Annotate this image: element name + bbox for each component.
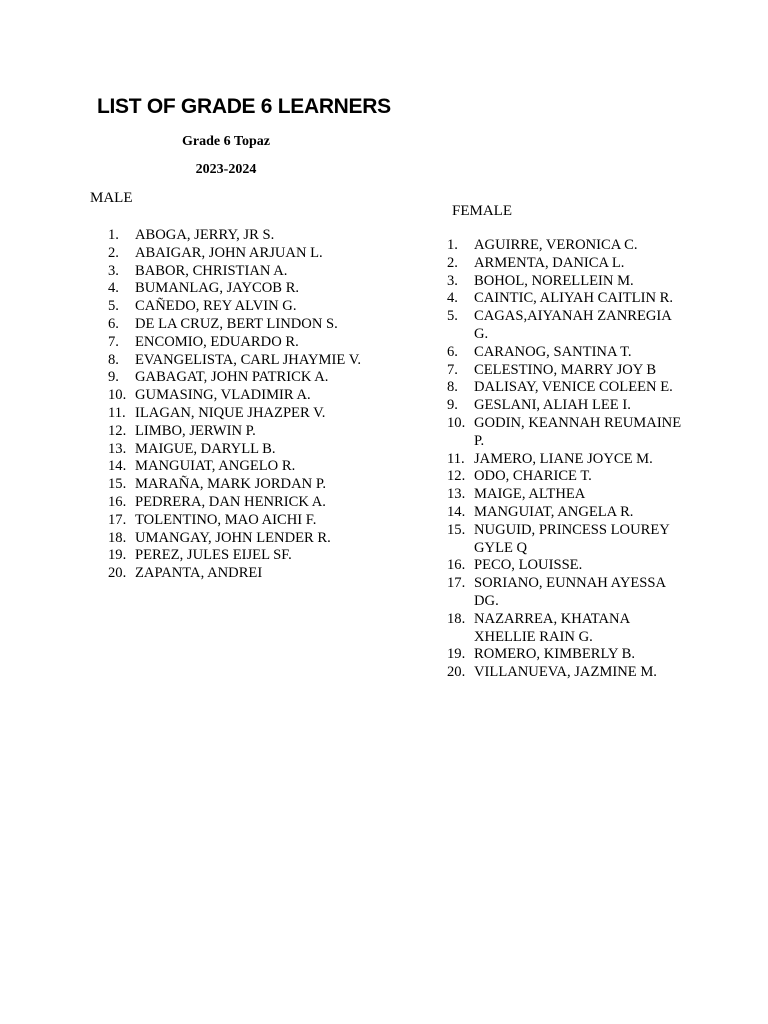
item-number: 2. <box>108 244 119 261</box>
list-item <box>447 415 685 451</box>
male-learner-list <box>108 227 370 583</box>
item-number: 10. <box>108 387 127 404</box>
learner-name: BABOR, CHRISTIAN A. <box>135 262 288 279</box>
list-item <box>447 468 685 486</box>
list-item <box>108 423 370 441</box>
item-number: 17. <box>108 511 127 528</box>
item-number: 6. <box>447 343 458 360</box>
item-number: 8. <box>447 379 458 396</box>
list-item <box>108 530 370 548</box>
learner-name: LIMBO, JERWIN P. <box>135 422 256 439</box>
learner-name: MANGUIAT, ANGELA R. <box>474 503 634 520</box>
item-number: 13. <box>447 486 466 503</box>
list-item <box>108 369 370 387</box>
learner-name: ZAPANTA, ANDREI <box>135 565 263 582</box>
item-number: 1. <box>108 227 119 243</box>
learner-name: CAÑEDO, REY ALVIN G. <box>135 298 297 315</box>
list-item <box>447 646 685 664</box>
list-item <box>108 316 370 334</box>
learner-name: ENCOMIO, EDUARDO R. <box>135 333 299 350</box>
learner-name: MAIGUE, DARYLL B. <box>135 440 276 457</box>
item-number: 8. <box>108 351 119 368</box>
item-number: 9. <box>108 369 119 386</box>
learner-name: MARAÑA, MARK JORDAN P. <box>135 476 326 493</box>
list-item <box>108 512 370 530</box>
section-name: Grade 6 Topaz <box>182 134 270 149</box>
learner-name: TOLENTINO, MAO AICHI F. <box>135 511 317 528</box>
list-item <box>447 451 685 469</box>
item-number: 18. <box>108 529 127 546</box>
learner-name: AGUIRRE, VERONICA C. <box>474 237 638 253</box>
learner-name: GABAGAT, JOHN PATRICK A. <box>135 369 329 386</box>
learner-name: CAINTIC, ALIYAH CAITLIN R. <box>474 290 674 307</box>
learner-name: ODO, CHARICE T. <box>474 468 592 485</box>
item-number: 18. <box>447 610 466 627</box>
item-number: 7. <box>108 333 119 350</box>
item-number: 9. <box>447 397 458 414</box>
item-number: 5. <box>108 298 119 315</box>
list-item <box>447 486 685 504</box>
learner-name: UMANGAY, JOHN LENDER R. <box>135 529 331 546</box>
learner-name: PEREZ, JULES EIJEL SF. <box>135 547 292 564</box>
learner-name: GUMASING, VLADIMIR A. <box>135 387 311 404</box>
learner-name: GODIN, KEANNAH REUMAINE P. <box>474 414 682 449</box>
item-number: 11. <box>108 404 126 421</box>
item-number: 10. <box>447 414 466 431</box>
list-item <box>108 334 370 352</box>
learner-name: MAIGE, ALTHEA <box>474 486 586 503</box>
list-item <box>108 280 370 298</box>
learner-name: ILAGAN, NIQUE JHAZPER V. <box>135 404 326 421</box>
item-number: 17. <box>447 575 466 592</box>
list-item <box>108 263 370 281</box>
learner-name: DALISAY, VENICE COLEEN E. <box>474 379 673 396</box>
learner-name: JAMERO, LIANE JOYCE M. <box>474 450 653 467</box>
list-item <box>447 237 685 255</box>
list-item <box>447 255 685 273</box>
learner-name: CELESTINO, MARRY JOY B <box>474 361 657 378</box>
item-number: 6. <box>108 315 119 332</box>
list-item <box>108 387 370 405</box>
item-number: 13. <box>108 440 127 457</box>
list-item <box>108 476 370 494</box>
learner-name: DE LA CRUZ, BERT LINDON S. <box>135 315 338 332</box>
learner-name: ROMERO, KIMBERLY B. <box>474 646 635 663</box>
learner-name: PECO, LOUISSE. <box>474 557 583 574</box>
list-item <box>108 441 370 459</box>
learner-name: ABOGA, JERRY, JR S. <box>135 227 275 243</box>
learner-name: NAZARREA, KHATANA XHELLIE RAIN G. <box>474 610 630 645</box>
item-number: 12. <box>108 422 127 439</box>
learner-name: PEDRERA, DAN HENRICK A. <box>135 493 326 510</box>
list-item <box>108 298 370 316</box>
learner-name: GESLANI, ALIAH LEE I. <box>474 397 631 414</box>
learner-name: ABAIGAR, JOHN ARJUAN L. <box>135 244 323 261</box>
list-item <box>447 522 685 558</box>
list-item <box>447 575 685 611</box>
item-number: 12. <box>447 468 466 485</box>
list-item <box>447 290 685 308</box>
list-item <box>447 397 685 415</box>
item-number: 15. <box>447 521 466 538</box>
learner-name: CAGAS,AIYANAH ZANREGIA G. <box>474 308 672 342</box>
list-item <box>447 308 685 344</box>
list-item <box>108 405 370 423</box>
learner-name: EVANGELISTA, CARL JHAYMIE V. <box>135 351 362 368</box>
item-number: 5. <box>447 308 458 325</box>
list-item <box>447 379 685 397</box>
learner-name: BUMANLAG, JAYCOB R. <box>135 280 300 297</box>
item-number: 15. <box>108 476 127 493</box>
item-number: 7. <box>447 361 458 378</box>
learner-name: SORIANO, EUNNAH AYESSA DG. <box>474 575 666 609</box>
item-number: 19. <box>447 646 466 663</box>
learner-name: VILLANUEVA, JAZMINE M. <box>474 664 657 681</box>
item-number: 20. <box>108 565 127 582</box>
list-item <box>108 227 370 245</box>
learner-name: CARANOG, SANTINA T. <box>474 343 632 360</box>
list-item <box>108 352 370 370</box>
list-item <box>108 458 370 476</box>
page-title: LIST OF GRADE 6 LEARNERS <box>97 95 391 118</box>
list-item <box>447 273 685 291</box>
list-item <box>108 494 370 512</box>
item-number: 16. <box>108 493 127 510</box>
list-item <box>447 362 685 380</box>
item-number: 2. <box>447 254 458 271</box>
list-item <box>108 547 370 565</box>
item-number: 19. <box>108 547 127 564</box>
list-item <box>447 557 685 575</box>
item-number: 4. <box>108 280 119 297</box>
male-heading: MALE <box>90 190 133 206</box>
list-item <box>108 245 370 263</box>
learner-name: BOHOL, NORELLEIN M. <box>474 272 634 289</box>
learner-name: ARMENTA, DANICA L. <box>474 254 625 271</box>
item-number: 11. <box>447 450 465 467</box>
item-number: 14. <box>447 503 466 520</box>
school-year: 2023-2024 <box>195 162 257 177</box>
item-number: 3. <box>108 262 119 279</box>
item-number: 14. <box>108 458 127 475</box>
item-number: 4. <box>447 290 458 307</box>
female-heading: FEMALE <box>452 203 512 219</box>
learner-name: NUGUID, PRINCESS LOUREY GYLE Q <box>474 521 670 556</box>
list-item <box>447 504 685 522</box>
item-number: 3. <box>447 272 458 289</box>
learner-name: MANGUIAT, ANGELO R. <box>135 458 296 475</box>
item-number: 16. <box>447 557 466 574</box>
item-number: 20. <box>447 664 466 681</box>
female-learner-list <box>447 237 685 682</box>
list-item <box>447 664 685 682</box>
list-item <box>108 565 370 583</box>
item-number: 1. <box>447 237 458 253</box>
list-item <box>447 611 685 647</box>
list-item <box>447 344 685 362</box>
